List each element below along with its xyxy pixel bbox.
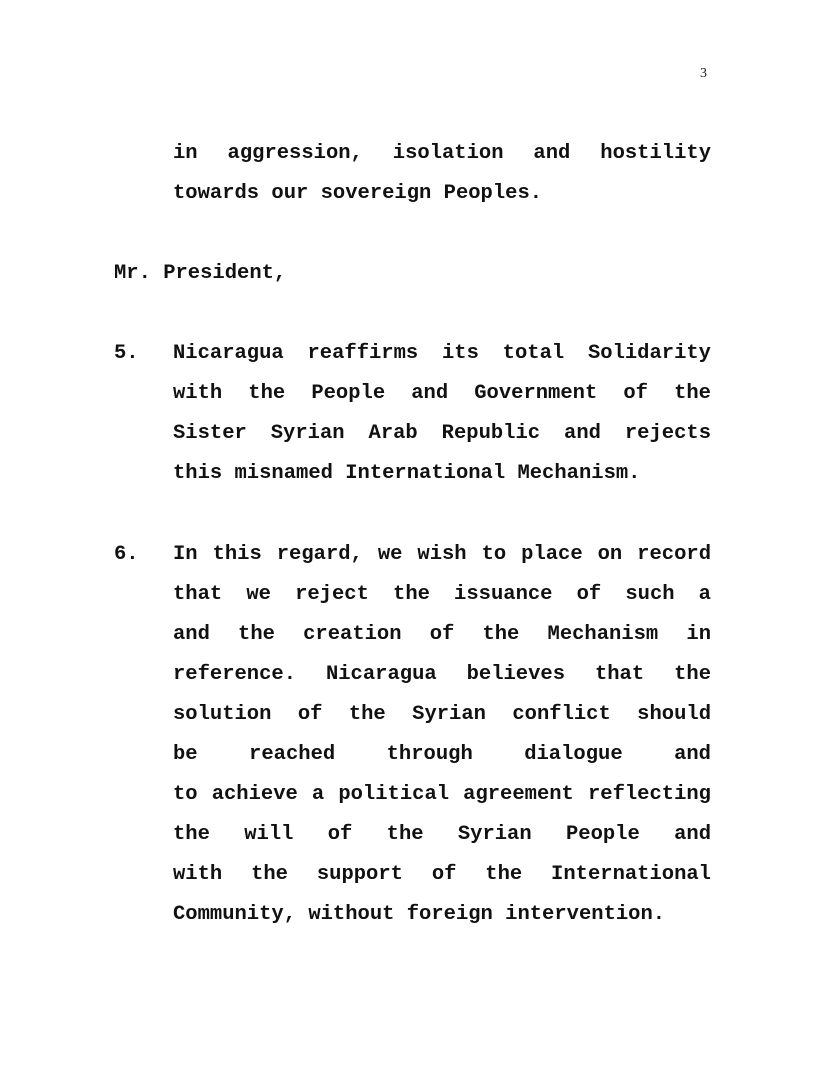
text-line: the will of the Syrian People and — [173, 823, 711, 846]
text-line: Sister Syrian Arab Republic and rejects — [173, 422, 711, 445]
text-line: this misnamed International Mechanism. — [173, 462, 641, 485]
salutation: Mr. President, — [114, 262, 287, 285]
text-line: that we reject the issuance of such a — [173, 583, 711, 606]
text-line: Nicaragua reaffirms its total Solidarity — [173, 342, 711, 365]
text-line: In this regard, we wish to place on record — [173, 543, 711, 566]
text-line: reference. Nicaragua believes that the — [173, 663, 711, 686]
page-number: 3 — [700, 66, 707, 81]
text-line: towards our sovereign Peoples. — [173, 182, 543, 205]
text-line: be reached through dialogue and — [173, 743, 711, 766]
paragraph-body — [173, 535, 711, 935]
text-line: Community, without foreign intervention. — [173, 903, 666, 926]
text-line: with the People and Government of the — [173, 382, 711, 405]
text-line: in aggression, isolation and hostility — [173, 142, 711, 165]
paragraph-body — [173, 334, 711, 494]
paragraph-number: 6. — [114, 543, 139, 566]
text-line: to achieve a political agreement reflecting — [173, 783, 711, 806]
text-line: and the creation of the Mechanism in — [173, 623, 711, 646]
continuation-paragraph — [173, 134, 711, 214]
text-line: with the support of the International — [173, 863, 711, 886]
paragraph-number: 5. — [114, 342, 139, 365]
text-line: solution of the Syrian conflict should — [173, 703, 711, 726]
